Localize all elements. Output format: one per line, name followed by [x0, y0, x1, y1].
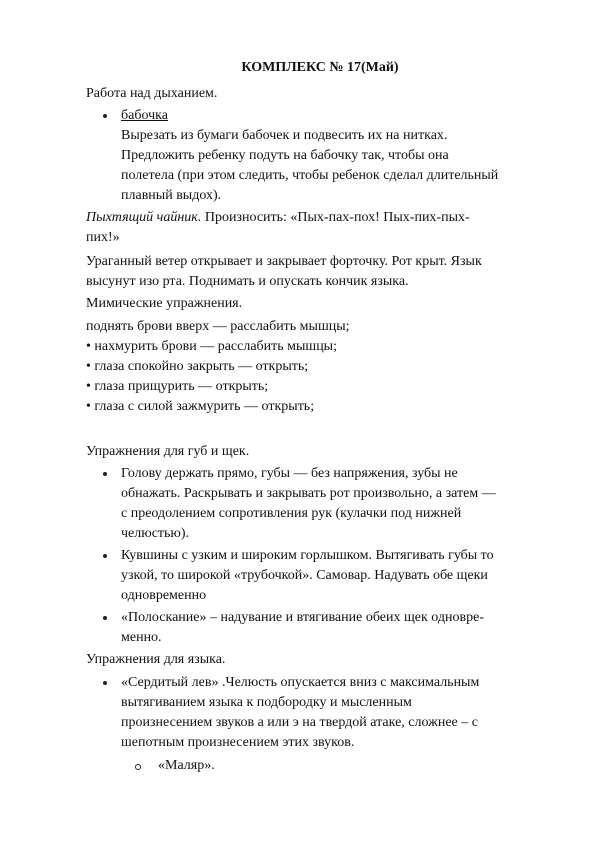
hurricane-paragraph	[86, 252, 556, 292]
mimic-list	[86, 317, 556, 417]
text-line: плавный выдох).	[121, 188, 222, 203]
text-line: полетела (при этом следить, чтобы ребенок сделал длительный	[121, 168, 499, 183]
text-line: Кувшины с узким и широким горлышком. Вытягивать губы то	[121, 548, 494, 563]
lips-heading: Упражнения для губ и щек.	[86, 444, 250, 459]
list-item: • глаза спокойно закрыть — открыть;	[86, 359, 309, 374]
text-line: вытягиванием языка к подбородку и мысленным	[121, 695, 412, 710]
kettle-instruction: Произносить: «Пых-пах-пох! Пых-пих-пых-	[201, 210, 470, 225]
tongue-heading: Упражнения для языка.	[86, 652, 226, 667]
text-line: Предложить ребенку подуть на бабочку так, чтобы она	[121, 148, 449, 163]
list-item	[121, 673, 561, 753]
text-line: Голову держать прямо, губы — без напряжения, зубы не	[121, 466, 458, 481]
list-item: поднять брови вверх — расслабить мышцы;	[86, 319, 350, 334]
butterfly-label: бабочка	[121, 108, 168, 123]
breathing-heading: Работа над дыханием.	[86, 86, 218, 101]
bullet-icon	[103, 681, 107, 685]
bullet-icon	[103, 114, 107, 118]
circle-bullet-icon	[135, 764, 141, 770]
text-line: с преодолением сопротивления рук (кулачки под нижней	[121, 506, 462, 521]
list-item	[121, 546, 561, 606]
list-item: • глаза с силой зажмурить — открыть;	[86, 399, 315, 414]
text-line: обнажать. Раскрывать и закрывать рот произвольно, а затем —	[121, 486, 496, 501]
text-line: шепотным произнесением этих звуков.	[121, 735, 355, 750]
kettle-title: Пыхтящий чайник.	[86, 210, 202, 225]
text-line: Вырезать из бумаги бабочек и подвесить их на нитках.	[121, 128, 448, 143]
text-line: узкой, то широкой «трубочкой». Самовар. Надувать обе щеки	[121, 568, 488, 583]
kettle-paragraph	[86, 208, 556, 248]
text-line: одновременно	[121, 588, 207, 603]
list-item-butterfly	[121, 106, 561, 206]
list-item	[121, 608, 561, 648]
text-line	[86, 208, 556, 228]
bullet-icon	[103, 554, 107, 558]
text-line: высунут изо рта. Поднимать и опускать кончик языка.	[86, 274, 409, 289]
document-title: КОМПЛЕКС № 17(Май)	[241, 60, 399, 75]
list-item: • нахмурить брови — расслабить мышцы;	[86, 339, 337, 354]
text-line: произнесением звуков а или э на твердой атаке, сложнее – с	[121, 715, 478, 730]
text-line: менно.	[121, 630, 162, 645]
text-line: «Полоскание» – надувание и втягивание обеих щек одновре-	[121, 610, 484, 625]
sub-list-item: «Маляр».	[158, 758, 215, 773]
text-line: «Сердитый лев» .Челюсть опускается вниз с максимальным	[121, 675, 480, 690]
text-line: Ураганный ветер открывает и закрывает форточку. Рот крыт. Язык	[86, 254, 482, 269]
list-item	[121, 464, 561, 544]
text-line: челюстью).	[121, 526, 190, 541]
text-line: пих!»	[86, 230, 120, 245]
list-item: • глаза прищурить — открыть;	[86, 379, 269, 394]
bullet-icon	[103, 472, 107, 476]
bullet-icon	[103, 616, 107, 620]
mimic-heading: Мимические упражнения.	[86, 296, 243, 311]
